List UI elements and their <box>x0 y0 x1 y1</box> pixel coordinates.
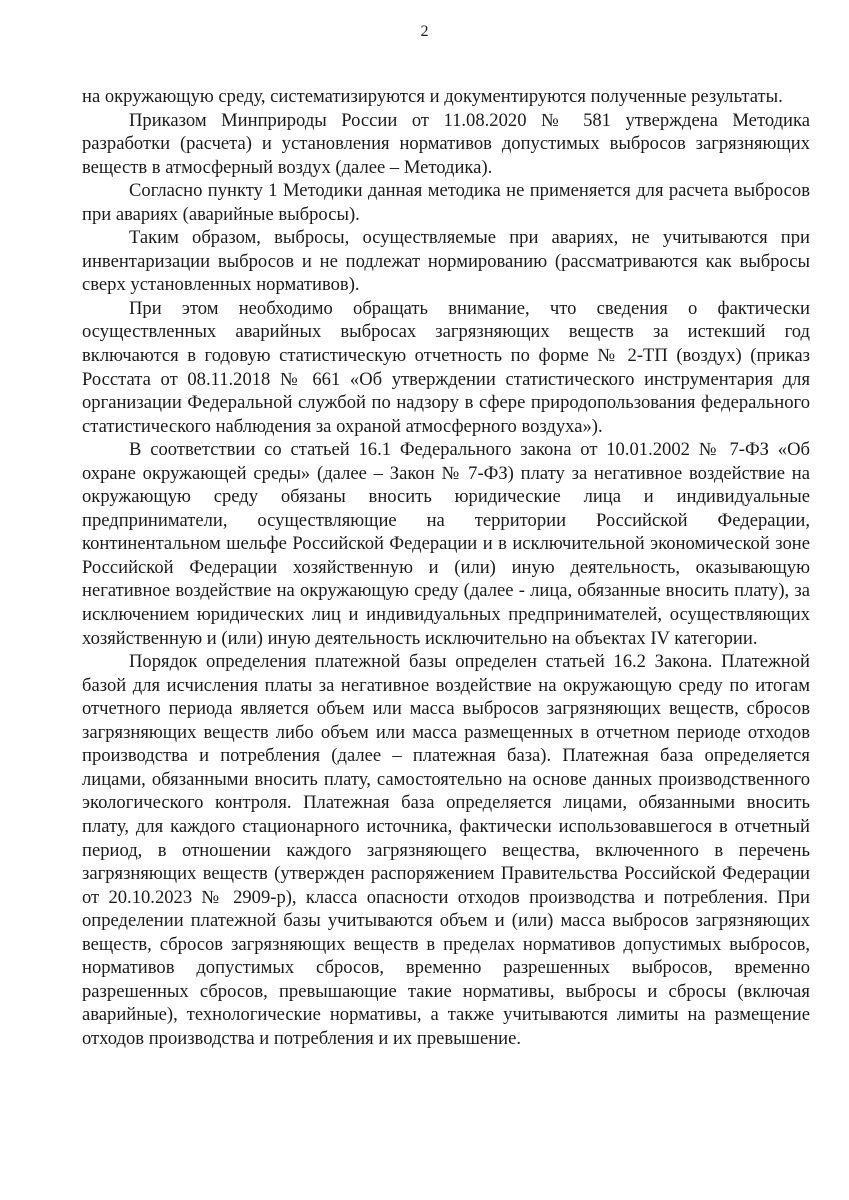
paragraph-methodology-point-1: Согласно пункту 1 Методики данная методика не применяется для расчета выбросов при авариях (аварийные выбросы). <box>82 180 810 225</box>
document-body <box>82 85 810 1050</box>
paragraph-payment-base: Порядок определения платежной базы определен статьей 16.2 Закона. Платежной базой для исчисления платы за негативное воздействие на окружающую среду по итогам отчетного периода является объем или масса выбросов загрязняющих веществ, сбросов загрязняющих веществ либо объем или масса размещенных в отчетном периоде отходов производства и потребления (далее – платежная база). Платежная база определяется лицами, обязанными вносить плату, самостоятельно на основе данных производственного экологического контроля. Платежная база определяется лицами, обязанными вносить плату, для каждого стационарного источника, фактически использовавшегося в отчетный период, в отношении каждого загрязняющего вещества, включенного в перечень загрязняющих веществ (утвержден распоряжением Правительства Российской Федерации от 20.10.2023 № 2909-р), класса опасности отходов производства и потребления. При определении платежной базы учитываются объем и (или) масса выбросов загрязняющих веществ, сбросов загрязняющих веществ в пределах нормативов допустимых выбросов, нормативов допустимых сбросов, временно разрешенных выбросов, временно разрешенных сбросов, превышающие такие нормативы, выбросы и сбросы (включая аварийные), технологические нормативы, а также учитываются лимиты на размещение отходов производства и потребления и их превышение. <box>82 651 810 1049</box>
paragraph-form-2tp: При этом необходимо обращать внимание, что сведения о фактически осуществленных аварийных выбросах загрязняющих веществ за истекший год включаются в годовую статистическую отчетность по форме № 2-ТП (воздух) (приказ Росстата от 08.11.2018 № 661 «Об утверждении статистического инструментария для организации Федеральной службой по надзору в сфере природопользования федерального статистического наблюдения за охраной атмосферного воздуха»). <box>82 297 810 437</box>
page-number: 2 <box>420 23 429 40</box>
paragraph-continuation: на окружающую среду, систематизируются и документируются полученные результаты. <box>82 86 783 107</box>
paragraph-order-581: Приказом Минприроды России от 11.08.2020 № 581 утверждена Методика разработки (расчета) и установления нормативов допустимых выбросов загрязняющих веществ в атмосферный воздух (далее – Методика). <box>82 109 810 178</box>
paragraph-accident-emissions: Таким образом, выбросы, осуществляемые при авариях, не учитываются при инвентаризации выбросов и не подлежат нормированию (рассматриваются как выбросы сверх установленных нормативов). <box>82 227 810 296</box>
paragraph-article-16-1: В соответствии со статьей 16.1 Федерального закона от 10.01.2002 № 7-ФЗ «Об охране окружающей среды» (далее – Закон № 7-ФЗ) плату за негативное воздействие на окружающую среду обязаны вносить юридические лица и индивидуальные предприниматели, осуществляющие на территории Российской Федерации, континентальном шельфе Российской Федерации и в исключительной экономической зоне Российской Федерации хозяйственную и (или) иную деятельность, оказывающую негативное воздействие на окружающую среду (далее - лица, обязанные вносить плату), за исключением юридических лиц и индивидуальных предпринимателей, осуществляющих хозяйственную и (или) иную деятельность исключительно на объектах IV категории. <box>82 439 810 649</box>
